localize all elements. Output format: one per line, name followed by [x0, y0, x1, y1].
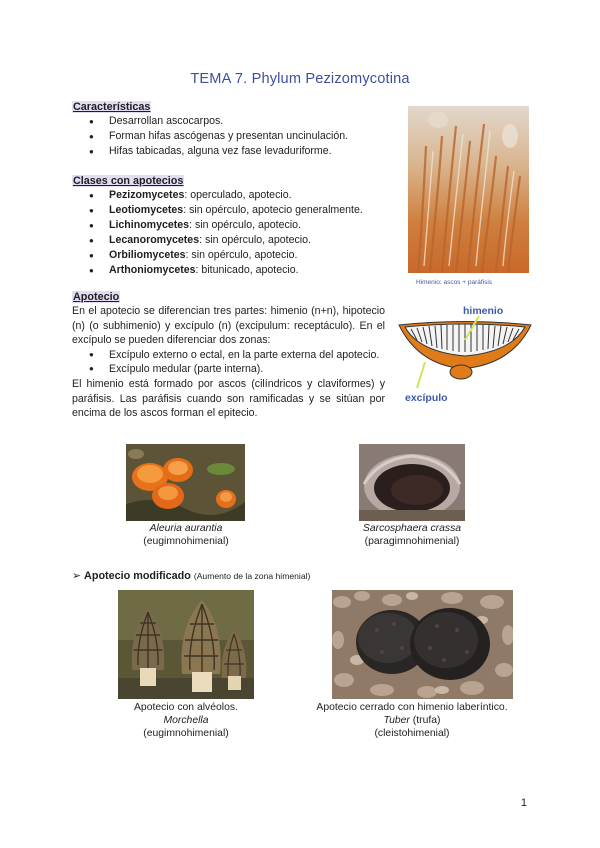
caption-tuber [302, 702, 522, 740]
list-item: ● Pezizomycetes: operculado, apotecio. [72, 188, 363, 203]
species-name: Morchella [163, 714, 209, 726]
caracteristicas-section [72, 101, 348, 159]
apotecio-modificado-heading: ➢ Apotecio modificado (Aumento de la zona himenial) [72, 570, 311, 582]
apotecio-list [72, 348, 385, 377]
figure-description: Apotecio cerrado con himenio laberíntico. [316, 702, 508, 713]
clases-list [72, 188, 363, 278]
hymenium-micrograph [408, 106, 529, 273]
species-name: Aleuria aurantia [149, 523, 223, 534]
photo-sarcosphaera-crassa [359, 444, 465, 521]
list-item: ● Hifas tabicadas, alguna vez fase levaduriforme. [72, 144, 348, 159]
label-himenio: himenio [463, 305, 504, 317]
list-item: ● Lichinomycetes: sin opérculo, apotecio. [72, 218, 363, 233]
hymenial-type: (eugimnohimenial) [143, 727, 229, 739]
page-title: TEMA 7. Phylum Pezizomycotina [190, 71, 410, 87]
list-item: ● Desarrollan ascocarpos. [72, 114, 348, 129]
page-number: 1 [520, 797, 527, 809]
photo-tuber [332, 590, 513, 699]
arrow-icon: ➢ [72, 570, 82, 582]
apotecio-paragraph-2: El himenio está formado por ascos (cilíndricos y claviformes) y paráfisis. Las paráfisis cuando son ramificadas y se sitúan por encima de los ascos forman el epitecio. [72, 377, 385, 420]
list-item: ● Forman hifas ascógenas y presentan uncinulación. [72, 129, 348, 144]
apothecium-diagram [395, 300, 535, 410]
list-item: ● Arthoniomycetes: bitunicado, apotecio. [72, 263, 363, 278]
species-name: Sarcosphaera crassa [362, 523, 462, 534]
clases-section [72, 175, 363, 278]
clases-heading: Clases con apotecios [73, 175, 184, 187]
list-item: ● Leotiomycetes: sin opérculo, apotecio generalmente. [72, 203, 363, 218]
caption-aleuria [111, 523, 261, 549]
apotecio-section [72, 291, 385, 421]
hymenial-type: (paragimnohimenial) [364, 535, 460, 547]
list-item: ● Lecanoromycetes: sin opérculo, apotecio. [72, 233, 363, 248]
apotecio-paragraph-1: En el apotecio se diferencian tres partes: himenio (n+n), hipotecio (n) (o subhimenio) y excípulo (n) (excipulum: receptáculo). En el excípulo se pueden diferenciar dos zonas: [72, 305, 385, 347]
list-item: ● Excípulo externo o ectal, en la parte externa del apotecio. [72, 348, 385, 363]
list-item: ● Orbiliomycetes: sin opérculo, apotecio. [72, 248, 363, 263]
caracteristicas-heading: Características [73, 101, 151, 113]
caption-morchella [116, 702, 256, 740]
label-excipulo: excípulo [405, 392, 448, 404]
apotecio-heading: Apotecio [73, 291, 120, 303]
photo-morchella [118, 590, 254, 699]
list-item: ● Excípulo medular (parte interna). [72, 362, 385, 377]
photo-aleuria-aurantia [126, 444, 245, 521]
figure-description: Apotecio con alvéolos. [134, 702, 238, 713]
caption-sarcosphaera [337, 523, 487, 549]
micrograph-caption: Himenio: ascos + paráfisis [416, 279, 493, 286]
species-name: Tuber [383, 714, 410, 726]
common-name: (trufa) [409, 714, 441, 726]
caracteristicas-list [72, 114, 348, 159]
hymenial-type: (cleistohimenial) [374, 727, 450, 739]
hymenial-type: (eugimnohimenial) [143, 535, 229, 547]
